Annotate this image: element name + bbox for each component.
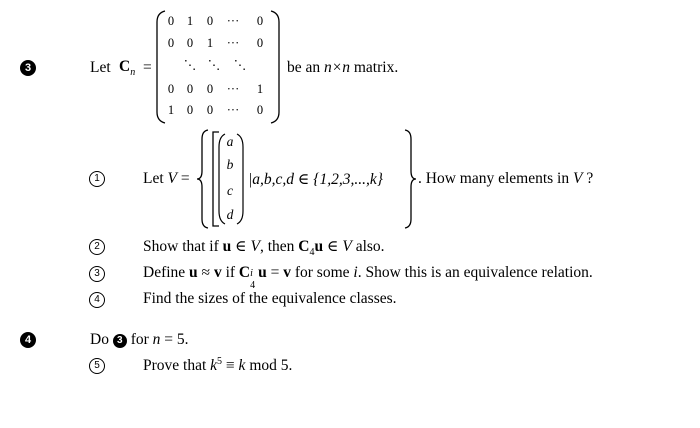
problem-3-tail: be an n×n matrix. (287, 59, 399, 76)
matrix-cell: 0 (256, 14, 264, 28)
matrix-cell: 0 (206, 103, 214, 117)
matrix-cell: 1 (167, 103, 175, 117)
problem-4-text: Do 3 for n = 5. (90, 331, 189, 348)
vector-entry-d: d (226, 207, 234, 222)
matrix-cell: 0 (206, 82, 214, 96)
item-1-question: . How many elements in V ? (418, 170, 594, 187)
cyclic-shift-matrix (156, 10, 280, 124)
matrix-cell: 0 (167, 36, 175, 50)
matrix-right-paren (270, 10, 280, 124)
matrix-name: $C_n$ (119, 58, 136, 79)
item-3-text: Define u ≈ v if C i 4 u = v for some i. Show this is an equivalence relation. (143, 264, 593, 291)
matrix-cell: ··· (226, 103, 240, 117)
item-4-marker: 4 (89, 292, 105, 308)
item-5-marker: 5 (89, 358, 105, 374)
item-2-text: Show that if u ∈ V, then $C_4u$ ∈ V also. (143, 238, 385, 259)
matrix-cell: 0 (256, 103, 264, 117)
item-3-marker: 3 (89, 266, 105, 282)
problem-3-let: Let (90, 59, 111, 76)
matrix-cell: 0 (167, 14, 175, 28)
matrix-ddots: ⋱ (183, 58, 197, 72)
item-5-text: Prove that $k^5 \equiv k$ mod 5. (143, 356, 293, 375)
item-1-let: Let V = (143, 170, 190, 187)
set-right-brace (403, 129, 417, 229)
matrix-cell: 0 (256, 36, 264, 50)
set-left-brace (196, 129, 210, 229)
matrix-cell: 1 (256, 82, 264, 96)
matrix-cell: 0 (186, 82, 194, 96)
vector-entry-b: b (226, 157, 234, 172)
matrix-ddots: ⋱ (233, 58, 247, 72)
matrix-cell: 1 (206, 36, 214, 50)
matrix-cell: 0 (186, 36, 194, 50)
problem-3-reference-badge: 3 (113, 334, 127, 348)
matrix-ddots: ⋱ (207, 58, 221, 72)
matrix-cell: 0 (167, 82, 175, 96)
vector-entry-a: a (226, 134, 234, 149)
problem-4-badge: 4 (20, 332, 36, 348)
item-4-text: Find the sizes of the equivalence classes. (143, 290, 397, 307)
matrix-equals: = (143, 59, 152, 76)
matrix-cell: 0 (206, 14, 214, 28)
matrix-cell: ··· (226, 82, 240, 96)
matrix-cell: 1 (186, 14, 194, 28)
matrix-cell: ··· (226, 14, 240, 28)
matrix-cell: ··· (226, 36, 240, 50)
vector-right-paren (236, 133, 244, 225)
set-condition: |a,b,c,d ∈ {1,2,3,...,k} (248, 171, 383, 188)
item-1-marker: 1 (89, 171, 105, 187)
item-2-marker: 2 (89, 239, 105, 255)
matrix-cell: 0 (186, 103, 194, 117)
problem-3-badge: 3 (20, 60, 36, 76)
vector-entry-c: c (227, 183, 233, 198)
